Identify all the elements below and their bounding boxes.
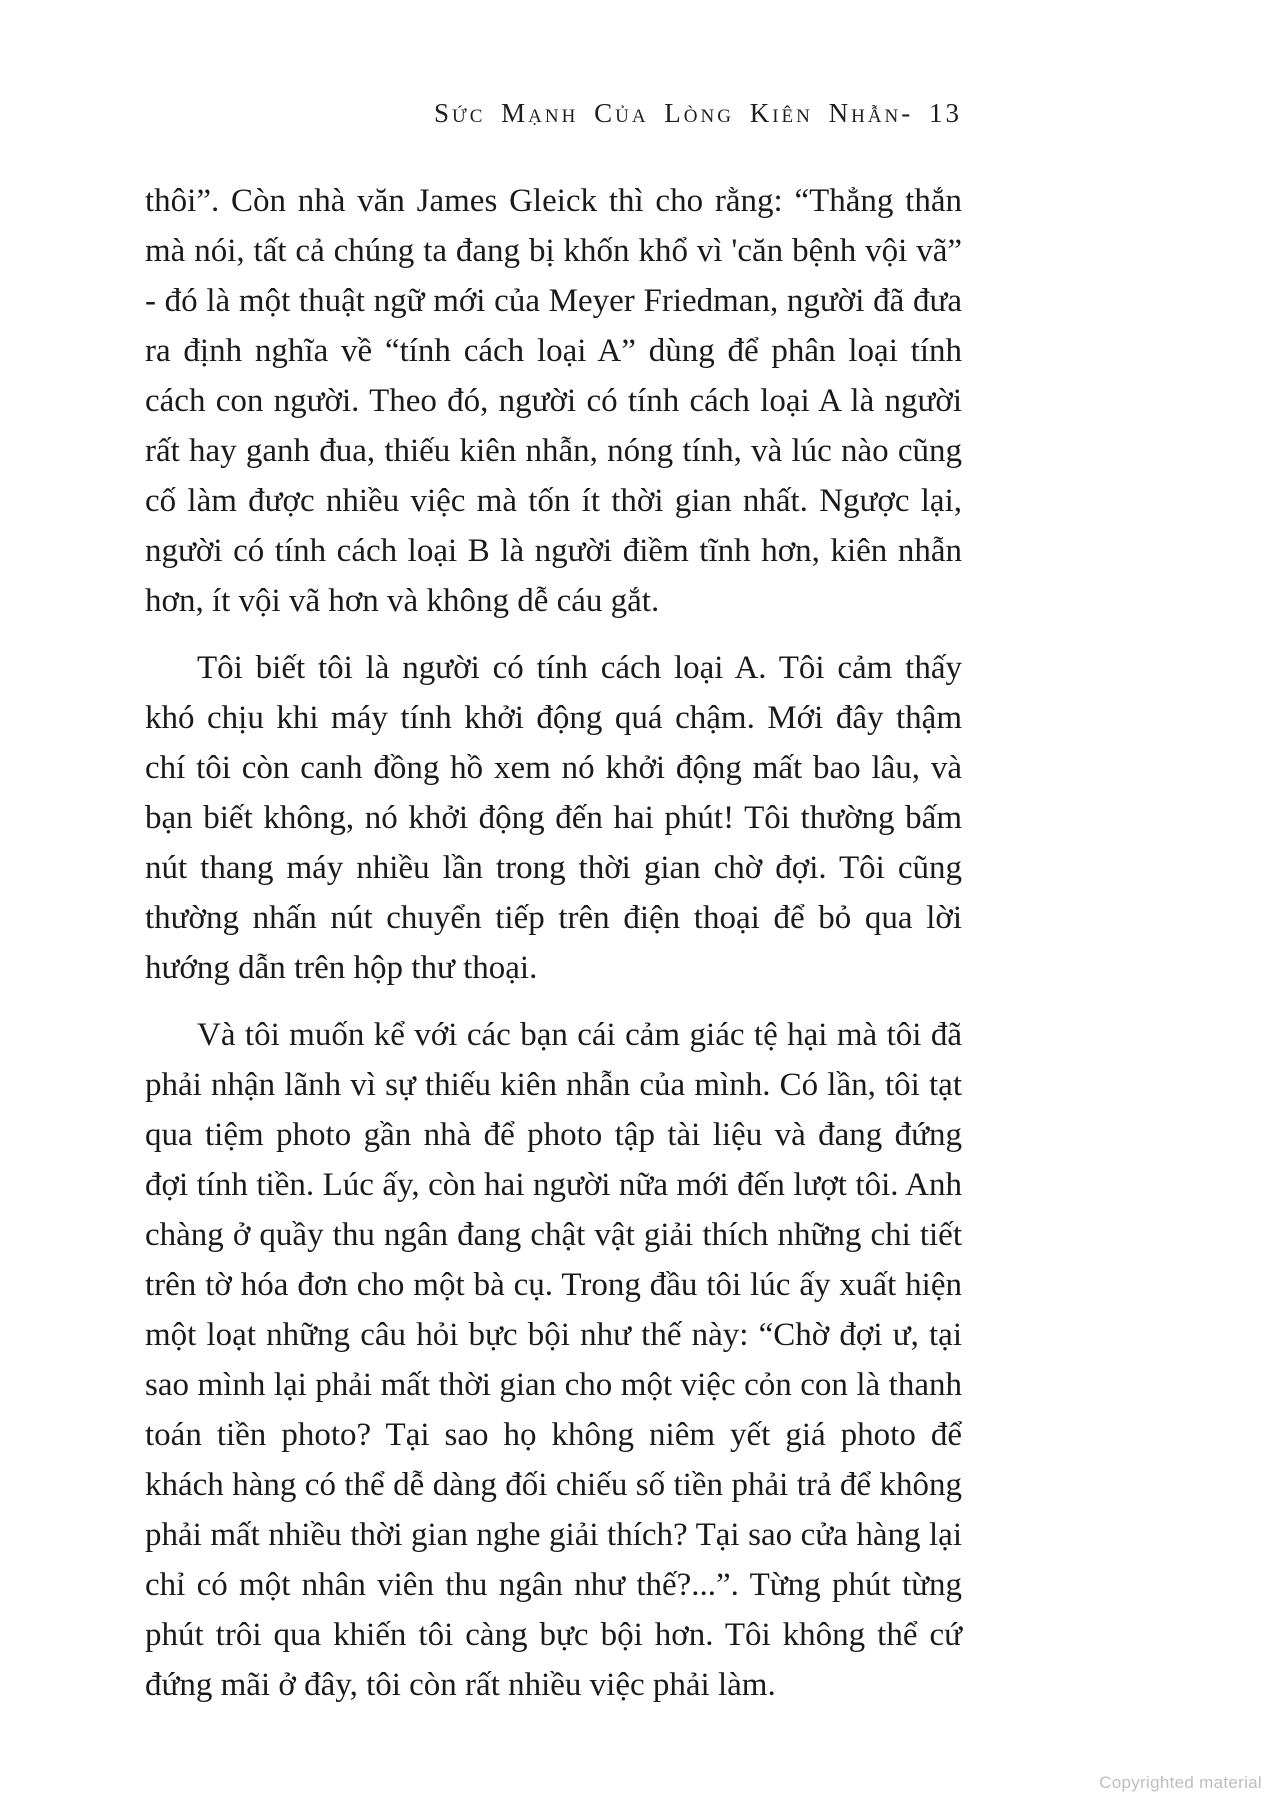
- paragraph: thôi”. Còn nhà văn James Gleick thì cho rằng: “Thẳng thắn mà nói, tất cả chúng ta đang bị khốn khổ vì 'căn bệnh vội vã” - đó là một thuật ngữ mới của Meyer Friedman, người đã đưa ra định nghĩa về “tính cách loại A” dùng để phân loại tính cách con người. Theo đó, người có tính cách loại A là người rất hay ganh đua, thiếu kiên nhẫn, nóng tính, và lúc nào cũng cố làm được nhiều việc mà tốn ít thời gian nhất. Ngược lại, người có tính cách loại B là người điềm tĩnh hơn, kiên nhẫn hơn, ít vội vã hơn và không dễ cáu gắt.: [145, 183, 962, 619]
- paragraph: Tôi biết tôi là người có tính cách loại A. Tôi cảm thấy khó chịu khi máy tính khởi động quá chậm. Mới đây thậm chí tôi còn canh đồng hồ xem nó khởi động mất bao lâu, và bạn biết không, nó khởi động đến hai phút! Tôi thường bấm nút thang máy nhiều lần trong thời gian chờ đợi. Tôi cũng thường nhấn nút chuyển tiếp trên điện thoại để bỏ qua lời hướng dẫn trên hộp thư thoại.: [145, 650, 962, 986]
- copyright-watermark: Copyrighted material: [1099, 1773, 1262, 1792]
- body-text-block: [145, 176, 962, 1710]
- paragraph: Và tôi muốn kể với các bạn cái cảm giác tệ hại mà tôi đã phải nhận lãnh vì sự thiếu kiên nhẫn của mình. Có lần, tôi tạt qua tiệm photo gần nhà để photo tập tài liệu và đang đứng đợi tính tiền. Lúc ấy, còn hai người nữa mới đến lượt tôi. Anh chàng ở quầy thu ngân đang chật vật giải thích những chi tiết trên tờ hóa đơn cho một bà cụ. Trong đầu tôi lúc ấy xuất hiện một loạt những câu hỏi bực bội như thế này: “Chờ đợi ư, tại sao mình lại phải mất thời gian cho một việc cỏn con là thanh toán tiền photo? Tại sao họ không niêm yết giá photo để khách hàng có thể dễ dàng đối chiếu số tiền phải trả để không phải mất nhiều thời gian nghe giải thích? Tại sao cửa hàng lại chỉ có một nhân viên thu ngân như thế?...”. Từng phút từng phút trôi qua khiến tôi càng bực bội hơn. Tôi không thể cứ đứng mãi ở đây, tôi còn rất nhiều việc phải làm.: [145, 1017, 962, 1703]
- running-header: Sức Mạnh Của Lòng Kiên Nhẫn- 13: [433, 98, 962, 128]
